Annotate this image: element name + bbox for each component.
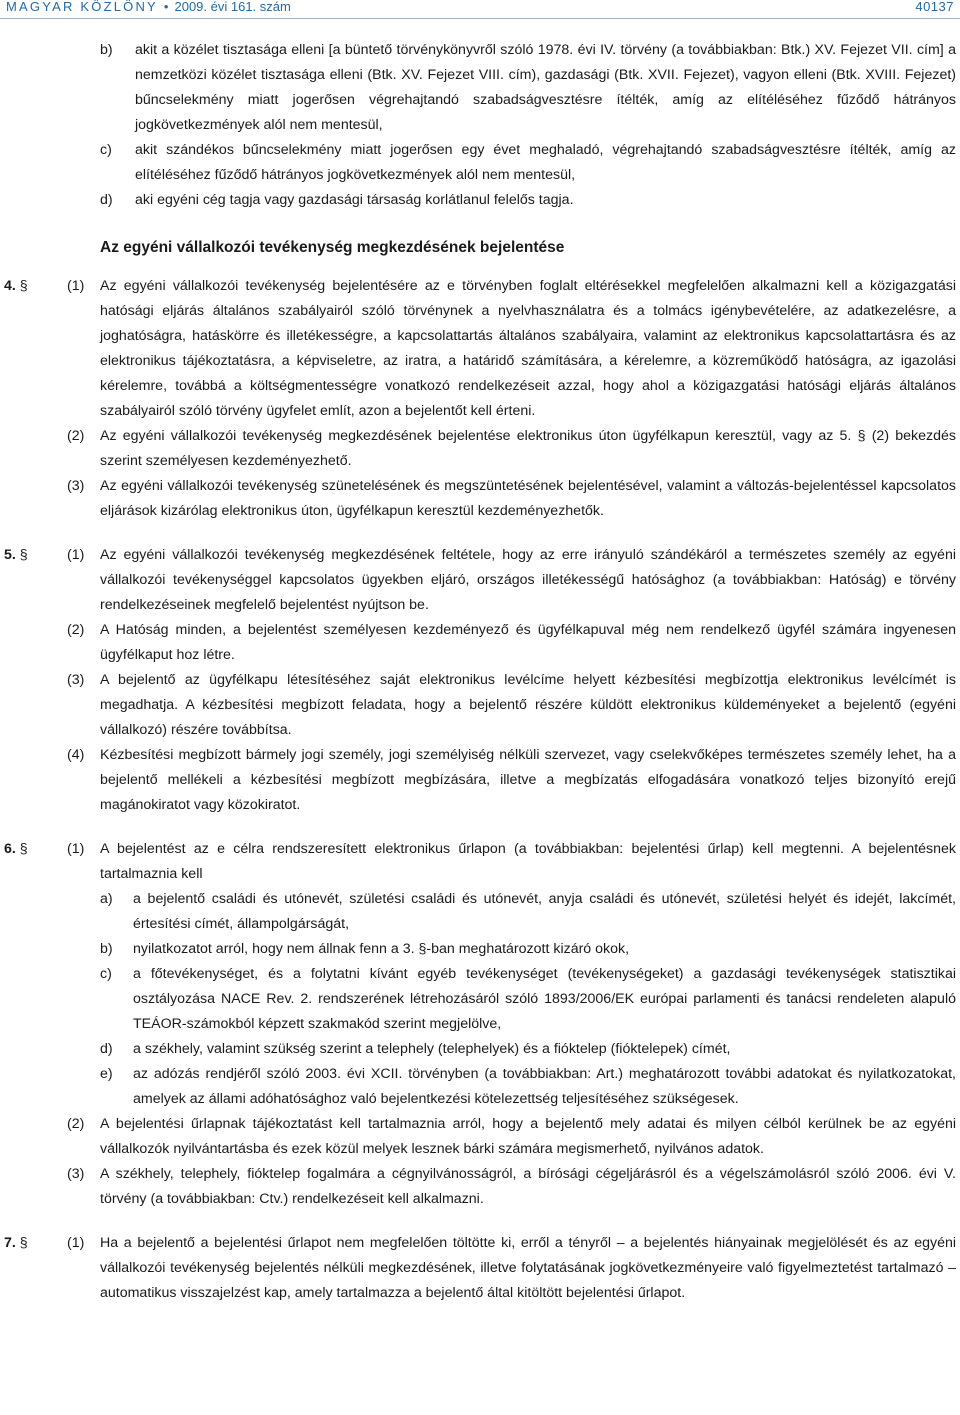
section-number-text: 4.	[4, 278, 16, 294]
journal-name: MAGYAR KÖZLÖNY	[6, 0, 158, 14]
journal-title	[6, 0, 291, 14]
list-item-b	[0, 38, 960, 138]
paragraph-sign: §	[19, 278, 28, 294]
section-number-text: 5.	[4, 547, 16, 563]
page-header	[0, 0, 960, 24]
paragraph-number: (3)	[67, 672, 85, 688]
paragraph-number: (3)	[67, 1166, 85, 1182]
paragraph-text: A bejelentési űrlapnak tájékoztatást kell tartalmaznia arról, hogy a bejelentő mely adatai és milyen célból kerülnek be az egyéni vállalkozók nyilvántartásba és ezek közül melyek lesznek bárki számára megismerhető, nyilvános adatok.	[100, 1116, 956, 1157]
section-number-text: 6.	[4, 841, 16, 857]
paragraph-text: Az egyéni vállalkozói tevékenység megkezdésének bejelentése elektronikus úton ügyfélkapun keresztül, vagy az 5. § (2) bekezdés szerint személyesen kezdeményezhető.	[100, 428, 956, 469]
section-gap	[0, 524, 960, 543]
list-item-d	[0, 188, 960, 213]
paragraph-text: A Hatóság minden, a bejelentést személyesen kezdeményező és ügyfélkapuval még nem rendelkező ügyfél számára ingyenesen ügyfélkaput hoz létre.	[100, 622, 956, 663]
list-text: akit a közélet tisztasága elleni [a büntető törvénykönyvről szóló 1978. évi IV. törvény (a továbbiakban: Btk.) XV. Fejezet VII. cím] a nemzetközi közélet tisztasága elleni (Btk. XV. Fejezet VIII. cím), gazdasági (Btk. XVII. Fejezet), vagyon elleni (Btk. XVIII. Fejezet) bűncselekmény miatt jogerősen végrehajtandó szabadságvesztésre ítélték, amíg az elítéléséhez fűződő hátrányos jogkövetkezmények alól nem mentesül,	[135, 42, 956, 133]
section-gap	[0, 818, 960, 837]
paragraph-number: (1)	[67, 278, 85, 294]
paragraph-text: Az egyéni vállalkozói tevékenység bejelentésére az e törvényben foglalt eltérésekkel megfelelően alkalmazni kell a közigazgatási hatósági eljárás általános szabályairól szóló törvénynek a nyelvhasználatra és a tolmács igénybevételére, az adatkezelésre, a joghatóságra, hatáskörre és illetékességre, a kapcsolattartás általános szabályaira, valamint az elektronikus kapcsolattartásra és az elektronikus tájékoztatásra, a képviseletre, az iratra, a határidő számítására, a kérelemre, a közreműködő hatóságra, az igazolási kérelemre, továbbá a költségmentességre vonatkozó rendelkezéseit azzal, hogy ahol a közigazgatási hatósági eljárás általános szabályairól szóló törvény ügyfelet említ, azon a bejelentőt kell érteni.	[100, 278, 956, 419]
list-text: a főtevékenységet, és a folytatni kívánt egyéb tevékenységet (tevékenységeket) a gazdasági tevékenységek statisztikai osztályozása NACE Rev. 2. rendszerének létrehozásáról szóló 1893/2006/EK európai parlamenti és tanácsi rendeleten alapuló TEÁOR-számokból képzett szakmakód szerint megjelölve,	[133, 966, 956, 1032]
paragraph-sign: §	[19, 1235, 28, 1251]
section-4-paragraph-1	[0, 274, 960, 424]
paragraph-sign: §	[19, 841, 28, 857]
list-text: nyilatkozatot arról, hogy nem állnak fenn a 3. §-ban meghatározott kizáró okok,	[133, 941, 630, 957]
paragraph-text: A bejelentést az e célra rendszeresített elektronikus űrlapon (a továbbiakban: bejelentési űrlap) kell megtenni. A bejelentésnek tartalmaznia kell	[100, 841, 956, 882]
list-label: c)	[100, 966, 112, 982]
section-6-paragraph-2	[0, 1112, 960, 1162]
paragraph-number: (1)	[67, 841, 85, 857]
list-label: d)	[100, 1041, 113, 1057]
document-body	[0, 38, 960, 1306]
paragraph-text: Az egyéni vállalkozói tevékenység megkezdésének feltétele, hogy az erre irányuló szándékáról a természetes személy az egyéni vállalkozói tevékenységgel kapcsolatos ügyekben eljáró, országos illetékességű hatósághoz (a továbbiakban: Hatóság) e törvény rendelkezéseinek megfelelő bejelentést nyújtson be.	[100, 547, 956, 613]
section-5-paragraph-3	[0, 668, 960, 743]
section-6-item-b	[0, 937, 960, 962]
list-text: aki egyéni cég tagja vagy gazdasági társaság korlátlanul felelős tagja.	[135, 192, 574, 208]
list-label: d)	[100, 192, 113, 208]
list-text: akit szándékos bűncselekmény miatt jogerősen egy évet meghaladó, végrehajtandó szabadságvesztésre ítélték, amíg az elítéléséhez fűződő hátrányos jogkövetkezmények alól nem mentesül,	[135, 142, 956, 183]
paragraph-text: Ha a bejelentő a bejelentési űrlapot nem megfelelően töltötte ki, erről a tényről – a bejelentés hiányainak megjelölését és az egyéni vállalkozói tevékenység bejelentés nélküli megkezdésének, illetve folytatásának jogkövetkezményeire való figyelmeztetést tartalmazó – automatikus visszajelzést kap, amely tartalmazza a bejelentő által kitöltött bejelentési űrlapot.	[100, 1235, 956, 1301]
list-label: c)	[100, 142, 112, 158]
paragraph-number: (3)	[67, 478, 85, 494]
paragraph-text: Az egyéni vállalkozói tevékenység szünetelésének és megszüntetésének bejelentésével, valamint a változás-bejelentéssel kapcsolatos eljárások kizárólag elektronikus úton, ügyfélkapun keresztül kezdeményezhetők.	[100, 478, 956, 519]
paragraph-text: Kézbesítési megbízott bármely jogi személy, jogi személyiség nélküli szervezet, vagy cselekvőképes természetes személy lehet, ha a bejelentő mellékeli a kézbesítési megbízott megbízására, illetve a megbízatás elfogadására vonatkozó teljes bizonyító erejű magánokiratot vagy közokiratot.	[100, 747, 956, 813]
header-divider	[0, 18, 960, 19]
paragraph-number: (2)	[67, 622, 85, 638]
section-number	[4, 837, 28, 862]
paragraph-text: A bejelentő az ügyfélkapu létesítéséhez saját elektronikus levélcíme helyett kézbesítési megbízottja elektronikus levélcímét is megadhatja. A kézbesítési megbízott feladata, hogy a bejelentő részére küldött elektronikus küldeményeket a bejelentő (egyéni vállalkozó) részére továbbítsa.	[100, 672, 956, 738]
issue-info: 2009. évi 161. szám	[174, 0, 291, 14]
paragraph-number: (2)	[67, 1116, 85, 1132]
section-7-paragraph-1	[0, 1231, 960, 1306]
header-bullet: •	[163, 0, 169, 14]
paragraph-sign: §	[19, 547, 28, 563]
section-gap	[0, 1212, 960, 1231]
paragraph-number: (1)	[67, 1235, 85, 1251]
section-5-paragraph-1	[0, 543, 960, 618]
section-6-item-c	[0, 962, 960, 1037]
paragraph-text: A székhely, telephely, fióktelep fogalmára a cégnyilvánosságról, a bírósági cégeljárásról és a végelszámolásról szóló 2006. évi V. törvény (a továbbiakban: Ctv.) rendelkezéseit kell alkalmazni.	[100, 1166, 956, 1207]
section-5-paragraph-2	[0, 618, 960, 668]
paragraph-number: (4)	[67, 747, 85, 763]
section-number	[4, 543, 28, 568]
section-4-paragraph-3	[0, 474, 960, 524]
list-text: a székhely, valamint szükség szerint a telephely (telephelyek) és a fióktelep (fióktelepek) címét,	[133, 1041, 731, 1057]
section-6-item-a	[0, 887, 960, 937]
paragraph-number: (2)	[67, 428, 85, 444]
section-6-item-e	[0, 1062, 960, 1112]
section-4-paragraph-2	[0, 424, 960, 474]
list-item-c	[0, 138, 960, 188]
section-6-paragraph-3	[0, 1162, 960, 1212]
list-text: a bejelentő családi és utónevét, születési családi és utónevét, anyja családi és utónevét, születési helyét és idejét, lakcímét, értesítési címét, állampolgárságát,	[133, 891, 956, 932]
list-label: b)	[100, 941, 113, 957]
section-6-item-d	[0, 1037, 960, 1062]
section-heading: Az egyéni vállalkozói tevékenység megkezdésének bejelentése	[100, 239, 565, 256]
list-label: b)	[100, 42, 113, 58]
paragraph-number: (1)	[67, 547, 85, 563]
section-5-paragraph-4	[0, 743, 960, 818]
section-number	[4, 1231, 28, 1256]
page-number: 40137	[915, 0, 954, 14]
section-number-text: 7.	[4, 1235, 16, 1251]
section-number	[4, 274, 28, 299]
list-label: e)	[100, 1066, 113, 1082]
list-label: a)	[100, 891, 113, 907]
list-text: az adózás rendjéről szóló 2003. évi XCII. törvényben (a továbbiakban: Art.) meghatározott további adatokat és nyilatkozatokat, amelyek az állami adóhatósághoz való bejelentkezési kötelezettség teljesítéséhez szükségesek.	[133, 1066, 956, 1107]
section-6-paragraph-1	[0, 837, 960, 887]
